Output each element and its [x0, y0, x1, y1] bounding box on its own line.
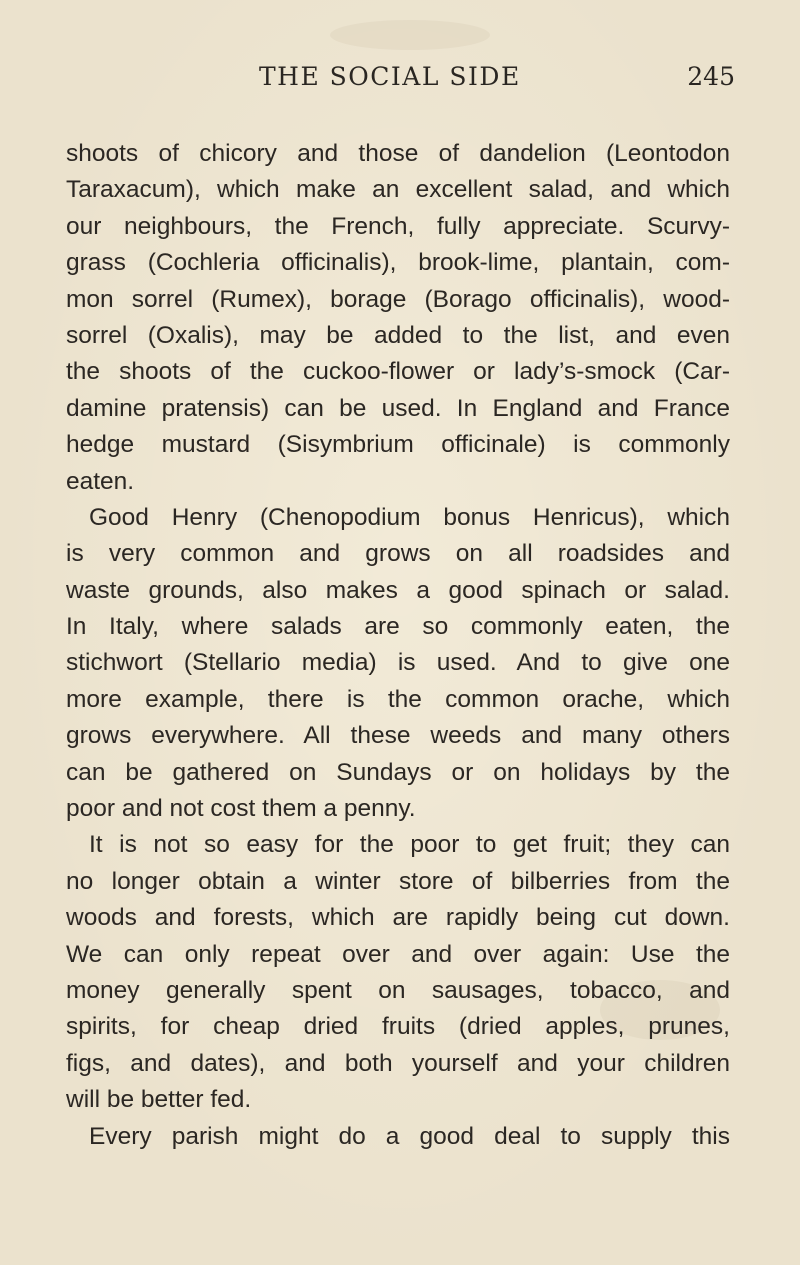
- text-line: no longer obtain a winter store of bilberries from the: [66, 867, 730, 895]
- text-line: damine pratensis) can be used. In England and France: [66, 394, 730, 422]
- text-line: Taraxacum), which make an excellent salad, and which: [66, 176, 730, 204]
- text-line: can be gathered on Sundays or on holidays by the: [66, 758, 730, 786]
- paragraph-first-line: Good Henry (Chenopodium bonus Henricus), which: [89, 503, 730, 531]
- body-text: [66, 136, 730, 1155]
- text-line: our neighbours, the French, fully appreciate. Scurvy-: [66, 212, 730, 240]
- text-line: is very common and grows on all roadsides and: [66, 540, 730, 568]
- text-line: spirits, for cheap dried fruits (dried apples, prunes,: [66, 1013, 730, 1041]
- text-line: We can only repeat over and over again: Use the: [66, 940, 730, 968]
- text-line: sorrel (Oxalis), may be added to the list, and even: [66, 321, 730, 349]
- text-line: In Italy, where salads are so commonly eaten, the: [66, 613, 730, 641]
- text-line: will be better fed.: [66, 1086, 252, 1114]
- text-line: shoots of chicory and those of dandelion (Leontodon: [66, 140, 730, 167]
- paper-stain: [330, 20, 490, 50]
- text-line: poor and not cost them a penny.: [66, 795, 416, 823]
- text-line: more example, there is the common orache, which: [66, 685, 730, 713]
- page-header: [140, 62, 735, 102]
- text-line: grass (Cochleria officinalis), brook-lime, plantain, com-: [66, 249, 730, 277]
- text-line: hedge mustard (Sisymbrium officinale) is commonly: [66, 431, 730, 459]
- text-line: woods and forests, which are rapidly being cut down.: [66, 904, 730, 932]
- text-line: figs, and dates), and both yourself and your children: [66, 1049, 730, 1077]
- text-line: waste grounds, also makes a good spinach or salad.: [66, 576, 730, 604]
- paragraph-first-line: Every parish might do a good deal to supply this: [89, 1122, 730, 1150]
- text-line: the shoots of the cuckoo-flower or lady’s-smock (Car-: [66, 358, 730, 386]
- page-number: 245: [687, 62, 735, 91]
- text-line: stichwort (Stellario media) is used. And to give one: [66, 649, 730, 677]
- text-line: eaten.: [66, 467, 135, 495]
- paragraph-first-line: It is not so easy for the poor to get fruit; they can: [89, 831, 730, 859]
- text-line: mon sorrel (Rumex), borage (Borago officinalis), wood-: [66, 285, 730, 313]
- text-line: grows everywhere. All these weeds and many others: [66, 722, 730, 750]
- running-head: THE SOCIAL SIDE: [259, 62, 521, 91]
- text-line: money generally spent on sausages, tobacco, and: [66, 976, 730, 1004]
